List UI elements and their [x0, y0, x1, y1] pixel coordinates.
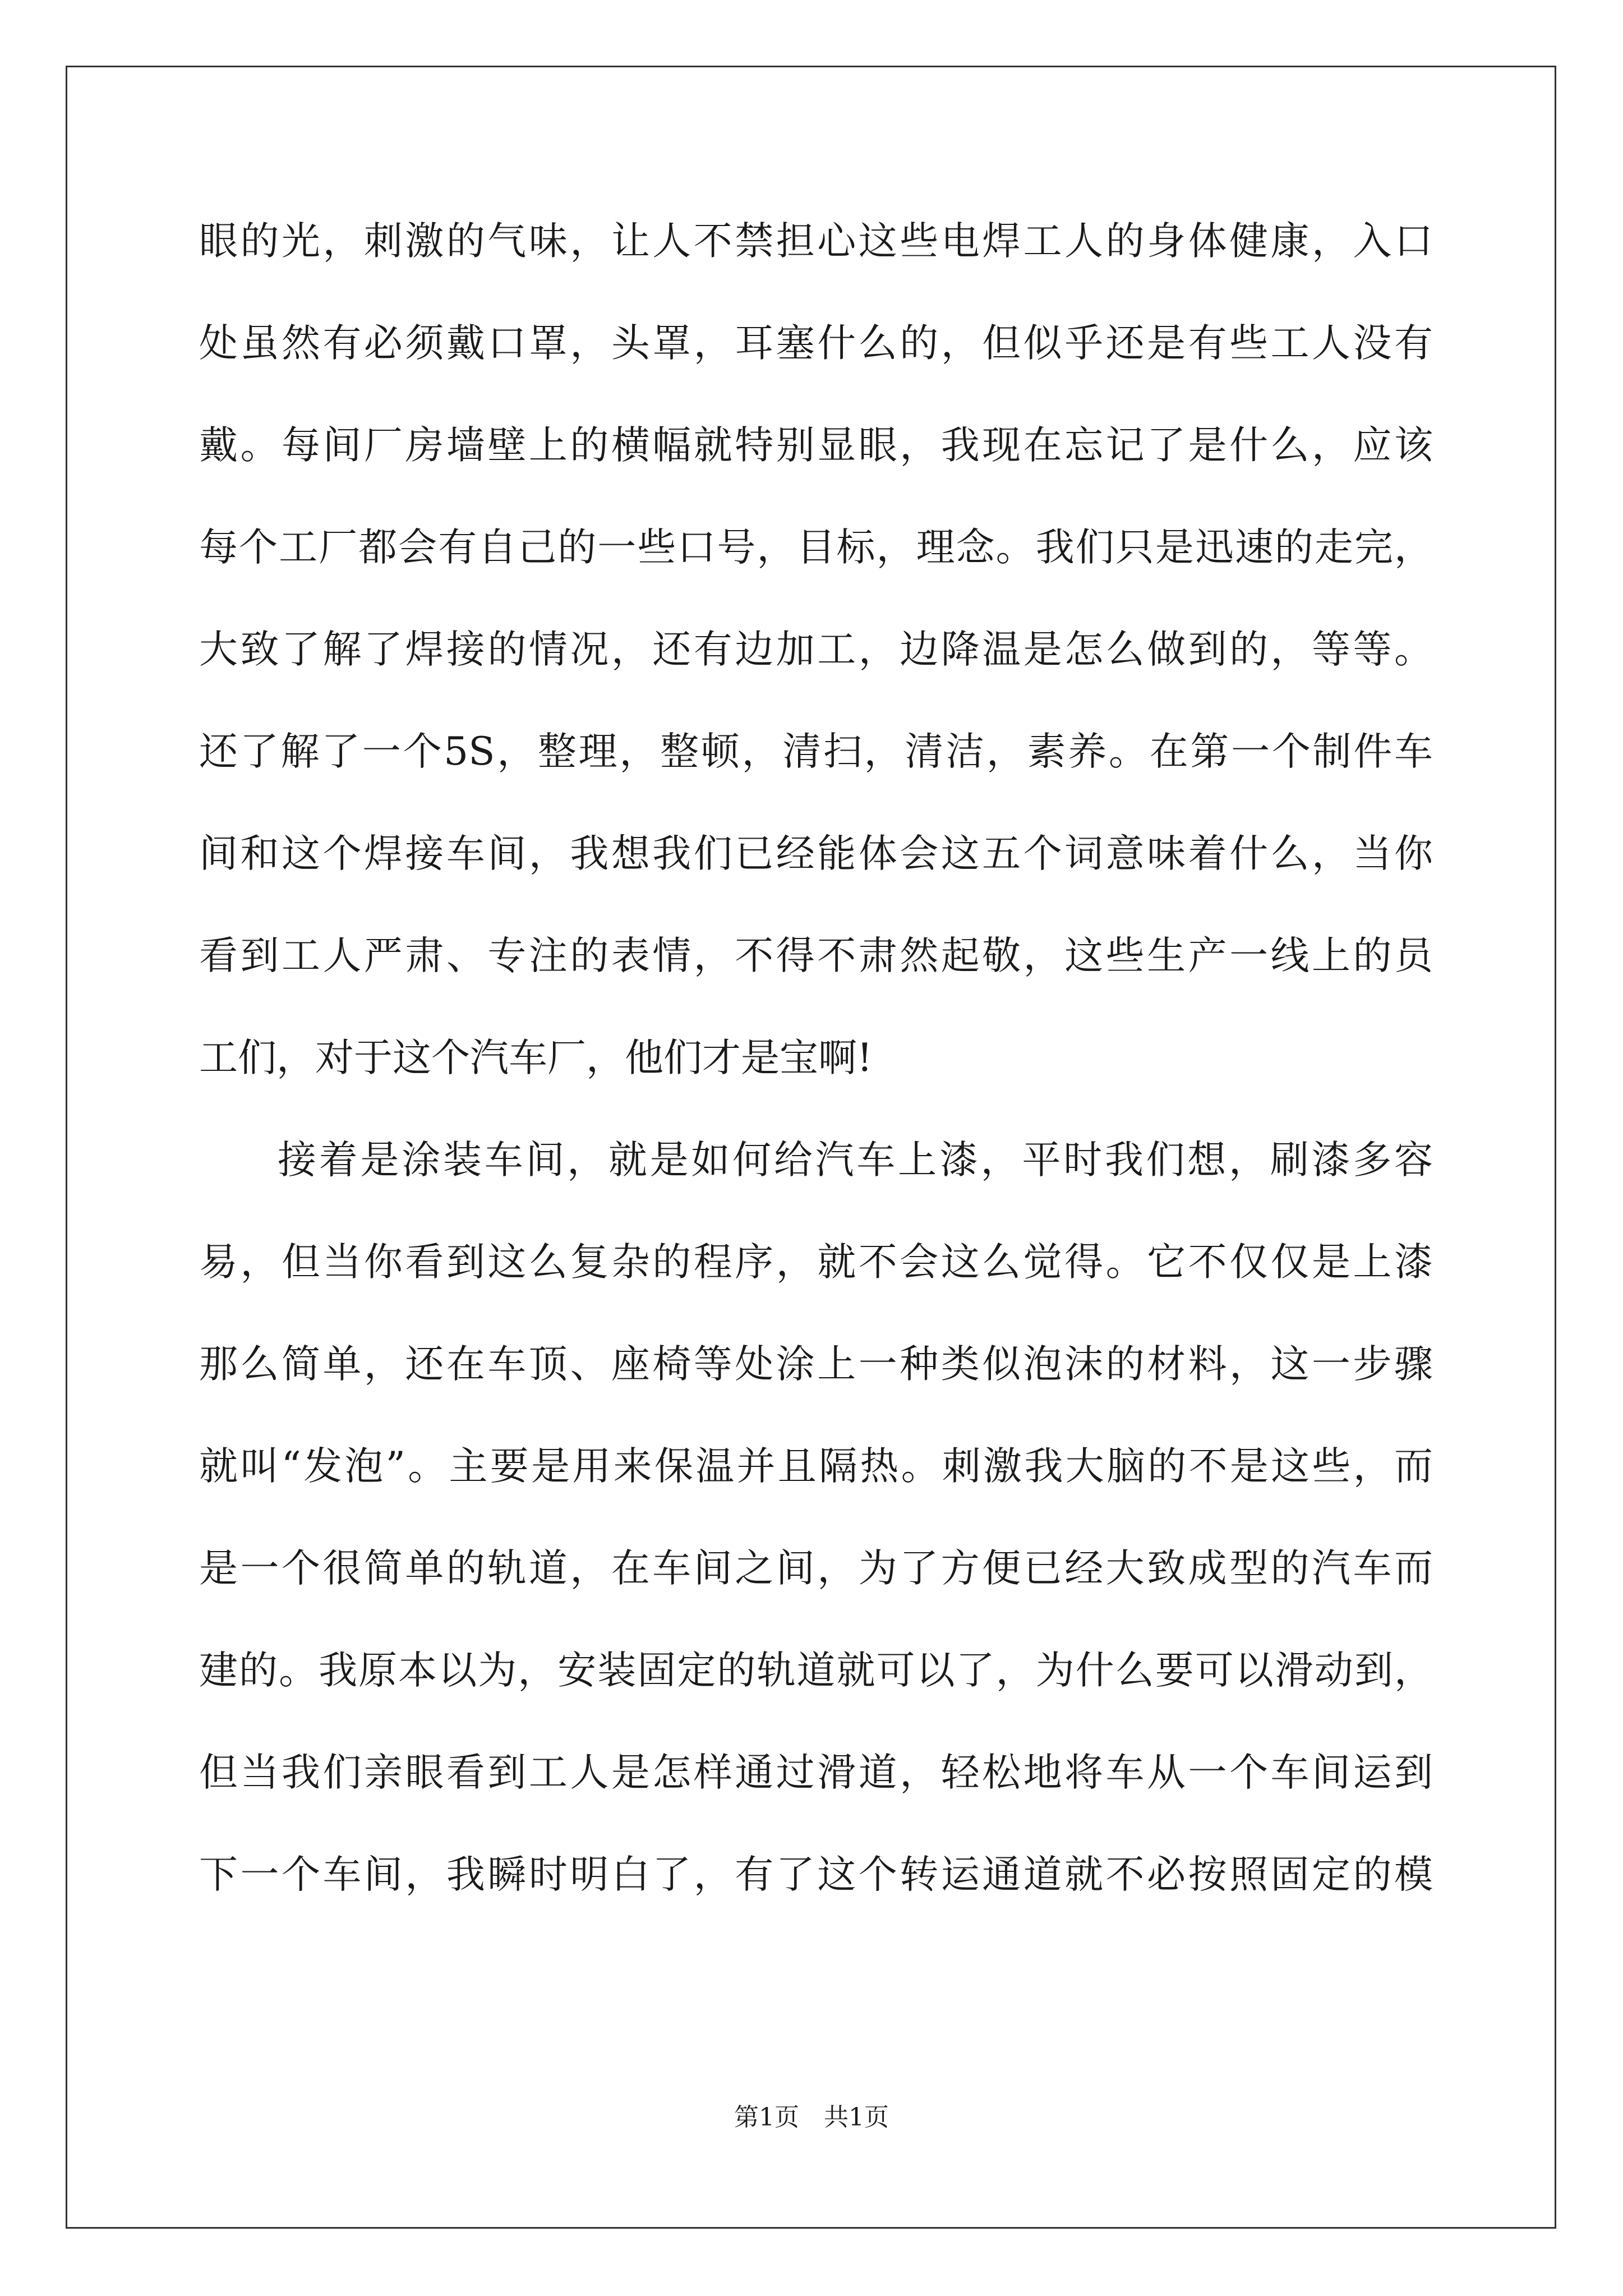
text-line: 是一个很简单的轨道，在车间之间，为了方便已经大致成型的汽车而 — [199, 1546, 1433, 1591]
text-line: 还了解了一个5S，整理，整顿，清扫，清洁，素养。在第一个制件车 — [199, 729, 1433, 774]
page-number-footer: 第1页 共1页 — [734, 2103, 889, 2132]
text-line: 处虽然有必须戴口罩，头罩，耳塞什么的，但似乎还是有些工人没有 — [199, 321, 1433, 366]
text-line: 大致了解了焊接的情况，还有边加工，边降温是怎么做到的，等等。 — [199, 627, 1433, 672]
text-line: 易，但当你看到这么复杂的程序，就不会这么觉得。它不仅仅是上漆 — [199, 1240, 1433, 1285]
text-line: 但当我们亲眼看到工人是怎样通过滑道，轻松地将车从一个车间运到 — [199, 1750, 1433, 1795]
text-line: 建的。我原本以为，安装固定的轨道就可以了，为什么要可以滑动到， — [199, 1648, 1433, 1693]
text-line: 每个工厂都会有自己的一些口号，目标，理念。我们只是迅速的走完， — [199, 525, 1433, 570]
text-line: 眼的光，刺激的气味，让人不禁担心这些电焊工人的身体健康，入口 — [199, 219, 1433, 264]
text-line: 就叫“发泡”。主要是用来保温并且隔热。刺激我大脑的不是这些，而 — [199, 1444, 1433, 1489]
paragraph-first-line: 接着是涂装车间，就是如何给汽车上漆，平时我们想，刷漆多容 — [278, 1138, 1433, 1182]
text-line: 工们，对于这个汽车厂，他们才是宝啊! — [199, 1036, 873, 1080]
text-line: 看到工人严肃、专注的表情，不得不肃然起敬，这些生产一线上的员 — [199, 933, 1433, 978]
document-body — [199, 213, 1433, 1949]
text-line: 那么简单，还在车顶、座椅等处涂上一种类似泡沫的材料，这一步骤 — [199, 1342, 1433, 1387]
text-line: 下一个车间，我瞬时明白了，有了这个转运通道就不必按照固定的模 — [199, 1852, 1433, 1897]
text-line: 戴。每间厂房墙壁上的横幅就特别显眼，我现在忘记了是什么，应该 — [199, 423, 1433, 468]
text-line: 间和这个焊接车间，我想我们已经能体会这五个词意味着什么，当你 — [199, 831, 1433, 876]
